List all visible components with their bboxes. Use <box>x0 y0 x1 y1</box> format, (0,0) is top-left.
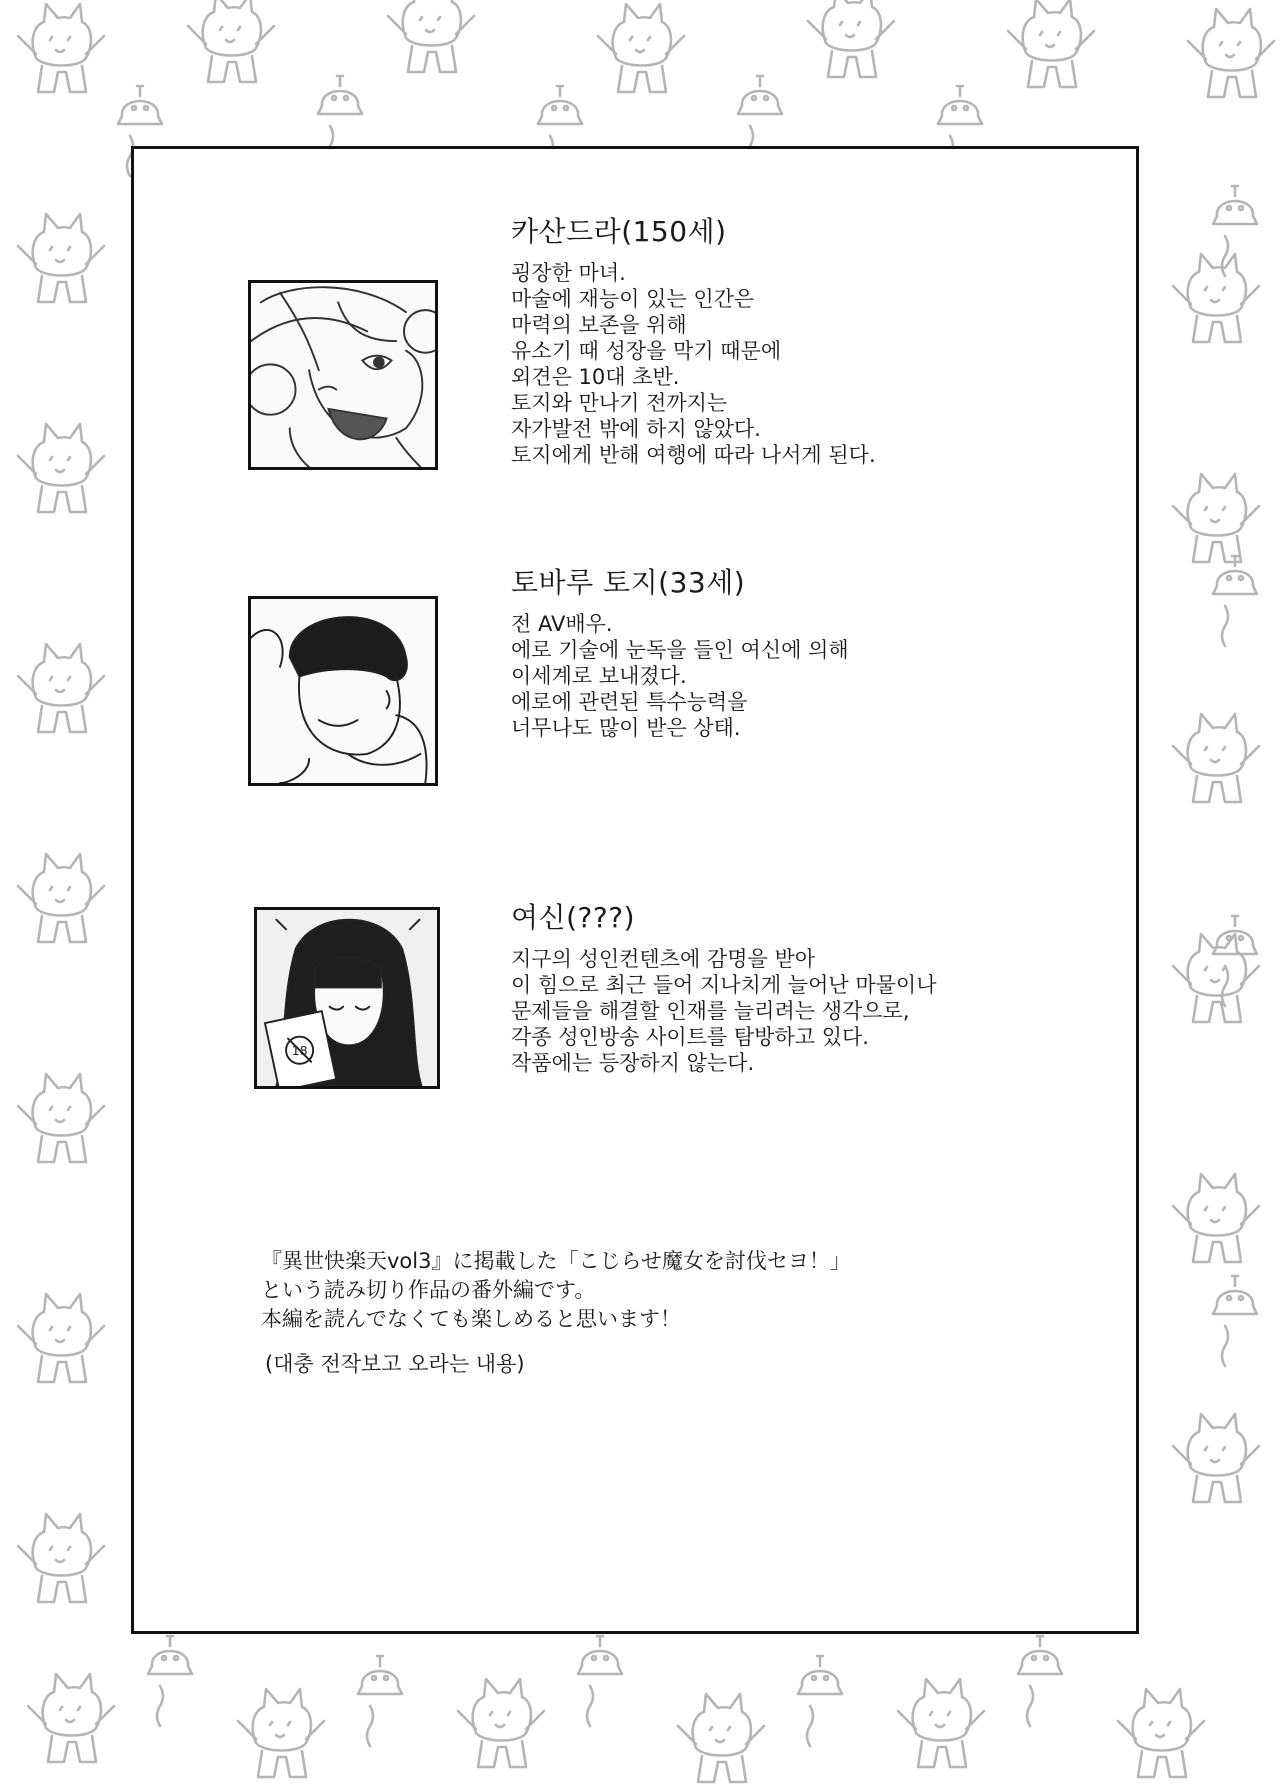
toji-illustration <box>251 599 435 783</box>
profile-line: 이세계로 보내졌다. <box>511 664 687 688</box>
profile-line: 유소기 때 성장을 막기 때문에 <box>511 339 782 363</box>
portrait-goddess <box>254 907 440 1089</box>
profile-line: 외견은 10대 초반. <box>511 365 680 389</box>
profile-line: 이 힘으로 최근 들어 지나치게 늘어난 마물이나 <box>511 973 937 997</box>
profile-line: 자가발전 밖에 하지 않았다. <box>511 417 761 441</box>
profile-name: 카산드라(150세) <box>511 215 727 248</box>
profile-line: 전 AV배우. <box>511 612 613 636</box>
profile-line: 각종 성인방송 사이트를 탐방하고 있다. <box>511 1025 869 1049</box>
profile-line: 에로 기술에 눈독을 들인 여신에 의해 <box>511 638 849 662</box>
profile-toji <box>511 561 849 741</box>
author-note <box>261 1247 851 1378</box>
portrait-cassandra <box>248 280 438 470</box>
profile-line: 에로에 관련된 특수능력을 <box>511 690 748 714</box>
note-line: 『異世快楽天vol3』に掲載した「こじらせ魔女を討伐セヨ！」 <box>261 1249 851 1273</box>
profile-line: 작품에는 등장하지 않는다. <box>511 1051 755 1075</box>
profile-line: 문제들을 해결할 인재를 늘리려는 생각으로, <box>511 999 910 1023</box>
note-line: 本編を読んでなくても楽しめると思います！ <box>261 1307 681 1331</box>
profile-cassandra <box>511 210 876 468</box>
goddess-illustration <box>257 910 437 1086</box>
cassandra-illustration <box>251 283 435 467</box>
content-panel <box>131 146 1139 1634</box>
profile-line: 지구의 성인컨텐츠에 감명을 받아 <box>511 947 816 971</box>
translator-aside: (대충 전작보고 오라는 내용) <box>265 1352 525 1376</box>
profile-line: 토지에게 반해 여행에 따라 나서게 된다. <box>511 443 876 467</box>
profile-line: 굉장한 마녀. <box>511 261 626 285</box>
profile-goddess <box>511 896 936 1076</box>
book-mark-text: 18 <box>291 1043 308 1059</box>
profile-line: 마술에 재능이 있는 인간은 <box>511 287 755 311</box>
note-line: という読み切り作品の番外編です。 <box>261 1278 596 1302</box>
portrait-toji <box>248 596 438 786</box>
profile-line: 너무나도 많이 받은 상태. <box>511 716 741 740</box>
profile-line: 마력의 보존을 위해 <box>511 313 687 337</box>
profile-name: 토바루 토지(33세) <box>511 566 746 599</box>
profile-line: 토지와 만나기 전까지는 <box>511 391 728 415</box>
profile-name: 여신(???) <box>511 901 636 934</box>
